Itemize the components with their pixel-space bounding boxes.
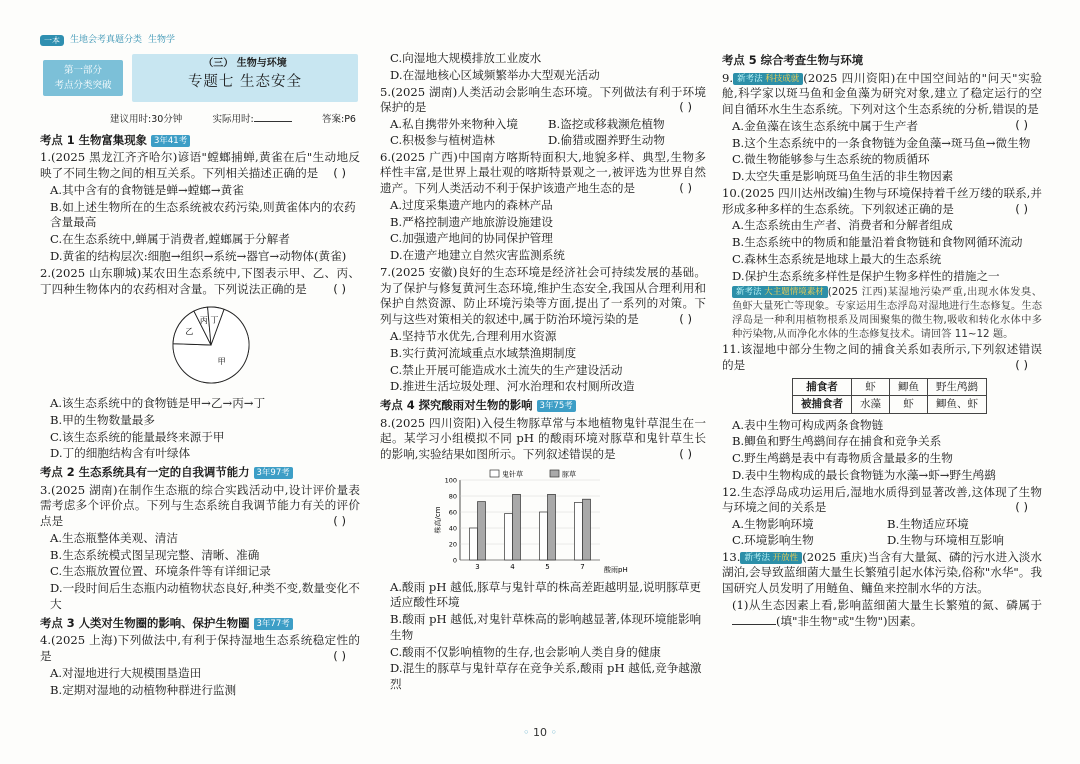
options-row (380, 133, 706, 149)
question-5 (380, 85, 706, 117)
option-b[interactable]: B.酸雨 pH 越低,对鬼针草株高的影响越显著,体现环境能影响生物 (390, 612, 702, 642)
option-d[interactable]: D.黄雀的结构层次:细胞→组织→系统→器官→动物体(黄雀) (50, 249, 347, 263)
x-tick-label: 4 (510, 562, 515, 571)
bar-tuncao (583, 499, 591, 560)
pesticide-pie-chart (168, 302, 254, 388)
row-header: 捕食者 (793, 378, 852, 395)
table-cell: 野生鸬鹚 (928, 378, 987, 395)
option-a[interactable]: A.生物影响环境 (732, 517, 814, 532)
question-6 (380, 150, 706, 197)
question-number: 13. (722, 549, 741, 564)
option-b[interactable]: B.如上述生物所在的生态系统被农药污染,则黄雀体内的农药含量最高 (50, 199, 356, 230)
option-a[interactable]: A.生态瓶整体美观、清洁 (50, 530, 178, 545)
option-d[interactable]: D.在湿地核心区域频繁举办大型观光活动 (390, 67, 600, 82)
option-b[interactable]: B.甲的生物数量最多 (50, 412, 155, 427)
topic-title: 专题七 生态安全 (187, 73, 303, 90)
material-passage (722, 285, 1042, 341)
new-method-badge (732, 286, 828, 298)
kaodian-5 (722, 53, 1042, 69)
column-2 (380, 50, 706, 694)
bar-guizhencao (540, 512, 548, 560)
question-13 (722, 550, 1042, 597)
options-row (722, 517, 1042, 533)
option-c[interactable]: C.向湿地大规模排放工业废水 (390, 51, 542, 65)
sub-question-hint: (填"非生物"或"生物")因素。 (776, 613, 923, 628)
answer-blank[interactable]: ( ) (333, 166, 346, 181)
pie-label: 甲 (217, 357, 226, 367)
bar-tuncao (548, 494, 556, 560)
question-stem: 3.(2025 湖南)在制作生态瓶的综合实践活动中,设计评价量表需考虑多个评价点。下列与生态系统自我调节能力有关的评价点是 (40, 482, 360, 529)
question-11 (722, 342, 1042, 374)
answer-blank[interactable]: ( ) (1015, 201, 1028, 216)
answer-blank[interactable]: ( ) (679, 312, 692, 327)
new-method-badge (733, 73, 803, 85)
column-3 (722, 50, 1042, 630)
page-dot-left: ◦ (523, 726, 533, 739)
option-b[interactable]: B.盗挖或移栽濒危植物 (548, 117, 665, 132)
option-a[interactable]: A.私自携带外来物种入境 (390, 117, 518, 132)
question-stem: 11.该湿地中部分生物之间的捕食关系如表所示,下列叙述错误的是 (722, 342, 1042, 373)
question-2 (40, 266, 360, 298)
option-c[interactable]: C.在生态系统中,蝉属于消费者,螳螂属于分解者 (50, 232, 290, 247)
legend-swatch (550, 470, 559, 477)
topic-banner (132, 54, 358, 102)
question-10 (722, 186, 1042, 218)
option-d[interactable]: D.太空失重是影响斑马鱼生活的非生物因素 (732, 169, 954, 184)
kaodian-1 (40, 133, 360, 149)
option-d[interactable]: D.在遗产地建立自然灾害监测系统 (390, 248, 565, 263)
option-b[interactable]: B.生物适应环境 (887, 517, 969, 532)
answer-blank[interactable]: ( ) (679, 181, 692, 196)
option-c[interactable]: C.微生物能够参与生态系统的物质循环 (732, 152, 930, 167)
table-cell: 虾 (852, 378, 890, 395)
question-stem: 10.(2025 四川达州改编)生物与环境保持着千丝万缕的联系,并形成多种多样的生态系统。下列叙述正确的是 (722, 185, 1042, 216)
y-tick-label: 0 (452, 556, 457, 565)
kaodian-tag: 3年97考 (254, 467, 293, 479)
chapter-header (40, 50, 360, 110)
option-a[interactable]: A.对湿地进行大规模围垦造田 (50, 665, 202, 680)
option-c[interactable]: C.加强遗产地间的协同保护管理 (390, 231, 553, 246)
actual-time-label: 实际用时: (212, 114, 254, 125)
table-cell: 鲫鱼 (890, 378, 928, 395)
kaodian-tag: 3年75考 (537, 400, 576, 412)
series-logo: 一本 (40, 35, 64, 46)
legend-label: 豚草 (562, 470, 576, 479)
question-13-sub-1 (722, 598, 1042, 630)
badge-label: 新考法 (737, 73, 763, 84)
badge-topic: 开放性 (772, 552, 799, 563)
kaodian-title: 考点 1 生物富集现象 (40, 132, 147, 147)
pie-label: 丙 (199, 316, 208, 326)
option-b[interactable]: B.生态系统模式图呈现完整、清晰、准确 (50, 547, 260, 562)
bar-tuncao (478, 501, 486, 559)
question-stem: (2025 重庆)当含有大量氮、磷的污水进入淡水湖泊,会导致蓝细菌大量生长繁殖引起水体污染,俗称"水华"。我国研究人员发明了用鲢鱼、鳙鱼来控制水华的方法。 (722, 549, 1042, 596)
y-tick-label: 80 (448, 492, 457, 501)
legend-swatch (490, 470, 499, 477)
table-cell: 水藻 (852, 396, 890, 413)
badge-topic: 科技成就 (765, 73, 800, 84)
top-band (40, 33, 175, 47)
answer-blank[interactable]: ( ) (679, 100, 692, 115)
option-a[interactable]: A.该生态系统中的食物链是甲→乙→丙→丁 (50, 396, 266, 411)
new-method-badge (740, 552, 802, 564)
option-b[interactable]: B.严格控制遗产地旅游设施建设 (390, 214, 553, 229)
subject-name: 生物学 (148, 34, 176, 45)
section-text: 考点分类突破 (54, 80, 112, 91)
kaodian-title: 考点 2 生态系统具有一定的自我调节能力 (40, 465, 250, 480)
option-d[interactable]: D.混生的豚草与鬼针草存在竞争关系,酸雨 pH 越低,竞争越激烈 (390, 661, 702, 692)
series-name: 生地会考真题分类 (70, 34, 143, 45)
bar-guizhencao (470, 528, 478, 560)
option-b[interactable]: B.实行黄河流域重点水域禁渔期制度 (390, 345, 577, 360)
option-a[interactable]: A.金鱼藻在该生态系统中属于生产者 (732, 118, 918, 133)
page-footer (0, 726, 1080, 741)
option-c[interactable]: C.森林生态系统是地球上最大的生态系统 (732, 251, 942, 266)
y-tick-label: 20 (448, 540, 457, 549)
kaodian-tag: 3年77考 (254, 618, 293, 630)
kaodian-3 (40, 616, 360, 632)
answer-blank[interactable]: ( ) (1015, 358, 1028, 373)
pie-label: 乙 (185, 327, 194, 337)
question-1 (40, 150, 360, 182)
x-tick-label: 5 (545, 562, 550, 571)
question-stem: 1.(2025 黑龙江齐齐哈尔)谚语"螳螂捕蝉,黄雀在后"生动地反映了不同生物之间的相互关系。下列相关描述正确的是 (40, 150, 360, 181)
option-d[interactable]: D.一段时间后生态瓶内动植物状态良好,种类不变,数量变化不大 (50, 581, 360, 611)
question-12 (722, 485, 1042, 517)
part-label (43, 60, 123, 96)
option-d[interactable]: D.推进生活垃圾处理、河水治理和农村厕所改造 (390, 379, 635, 394)
option-c[interactable]: C.野生鸬鹚是表中有毒物质含量最多的生物 (732, 451, 953, 466)
option-c[interactable]: C.生态瓶放置位置、环境条件等有详细记录 (50, 564, 271, 579)
table-row (793, 396, 987, 413)
option-d[interactable]: D.丁的细胞结构含有叶绿体 (50, 446, 191, 461)
option-b[interactable]: B.生态系统中的物质和能量沿着食物链和食物网循环流动 (732, 235, 1023, 250)
topic-subtitle: （三） 生物与环境 (203, 58, 287, 69)
option-a[interactable]: A.生态系统由生产者、消费者和分解者组成 (732, 218, 953, 233)
question-stem: 2.(2025 山东聊城)某农田生态系统中,下图表示甲、乙、丙、丁四种生物体内的农药相对含量。下列说法正确的是 (40, 265, 360, 296)
option-a[interactable]: A.酸雨 pH 越低,豚草与鬼针草的株高差距越明显,说明豚草更适应酸性环境 (390, 579, 701, 610)
page-number: 10 (533, 726, 547, 739)
bar-guizhencao (575, 502, 583, 560)
question-3 (40, 483, 360, 530)
question-stem: 8.(2025 四川资阳)入侵生物豚草常与本地植物鬼针草混生在一起。某学习小组模拟不同 pH 的酸雨环境对豚草和鬼针草生长的影响,实验结果如图所示。下列叙述错误的是 (380, 415, 706, 462)
answer-blank[interactable]: ( ) (1015, 500, 1028, 515)
kaodian-tag: 3年41考 (151, 135, 190, 147)
actual-time-blank[interactable] (254, 121, 292, 122)
question-number: 9. (722, 70, 734, 85)
option-a[interactable]: A.其中含有的食物链是蝉→螳螂→黄雀 (50, 182, 244, 197)
x-tick-label: 3 (475, 562, 480, 571)
predation-table (792, 378, 987, 414)
kaodian-title: 考点 4 探究酸雨对生物的影响 (380, 398, 533, 413)
y-tick-label: 100 (444, 476, 457, 485)
table-cell: 虾 (890, 396, 928, 413)
kaodian-title: 考点 5 综合考查生物与环境 (722, 53, 864, 67)
column-1 (40, 50, 360, 699)
table-row (793, 378, 987, 395)
option-c[interactable]: C.环境影响生物 (732, 532, 814, 547)
option-b[interactable]: B.鲫鱼和野生鸬鹚间存在捕食和竞争关系 (732, 434, 942, 449)
option-c[interactable]: C.禁止开展可能造成水土流失的生产建设活动 (390, 362, 623, 377)
y-tick-label: 40 (448, 524, 457, 533)
option-a[interactable]: A.表中生物可构成两条食物链 (732, 417, 884, 432)
badge-label: 新考法 (736, 287, 762, 298)
fill-blank[interactable] (732, 624, 776, 625)
table-cell: 鲫鱼、虾 (928, 396, 987, 413)
option-a[interactable]: A.坚持节水优先,合理利用水资源 (390, 329, 557, 344)
question-stem: 4.(2025 上海)下列做法中,有利于保持湿地生态系统稳定性的是 (40, 633, 360, 664)
question-stem: 7.(2025 安徽)良好的生态环境是经济社会可持续发展的基础。为了保护与修复黄河生态环境,维护生态安全,我国从合理利用和保护自然资源、防止环境污染等方面,提出了一系列的对策。下列与这些对策相关的叙述中,属于防治环境污染的是 (380, 264, 706, 327)
acid-rain-bar-chart (420, 466, 660, 574)
options-row (380, 117, 706, 133)
question-stem: (2025 四川资阳)在中国空间站的"问天"实验舱,科学家以斑马鱼和金鱼藻为研究对象,建立了稳定运行的空间自循环水生生态系统。下列对这个生态系统的分析,错误的是 (722, 70, 1042, 117)
y-tick-label: 60 (448, 508, 457, 517)
answer-page: 答案:P6 (322, 114, 356, 125)
sub-question-text: (1)从生态因素上看,影响蓝细菌大量生长繁殖的氮、磷属于 (732, 597, 1042, 612)
question-4 (40, 633, 360, 665)
answer-blank[interactable]: ( ) (333, 281, 346, 296)
y-axis-label: 株高/cm (434, 506, 442, 534)
option-d[interactable]: D.保护生态系统多样性是保护生物多样性的措施之一 (732, 268, 1000, 283)
suggested-time: 建议用时:30分钟 (110, 114, 183, 125)
badge-label: 新考法 (744, 552, 770, 563)
x-tick-label: 7 (580, 562, 585, 571)
pie-label: 丁 (210, 315, 219, 325)
option-c[interactable]: C.该生态系统的能量最终来源于甲 (50, 429, 225, 444)
row-header: 被捕食者 (793, 396, 852, 413)
bar-guizhencao (505, 513, 513, 559)
legend-label: 鬼针草 (502, 470, 523, 479)
time-meta (40, 114, 360, 127)
part-text: 第一部分 (63, 65, 102, 76)
badge-topic: 大主题情境素材 (764, 287, 824, 298)
material-text: (2025 江西)某湿地污染严重,出现水体发臭、鱼虾大量死亡等现象。专家运用生态浮岛对湿地进行生态修复。生态浮岛是一种利用植物根系及周围聚集的微生物,吸收和转化水体中多种污染物,从而净化水体的生态修复技术。请回答 11~12 题。 (732, 286, 1042, 341)
answer-blank[interactable]: ( ) (333, 514, 346, 529)
option-b[interactable]: B.定期对湿地的动植物种群进行监测 (50, 682, 237, 697)
kaodian-4 (380, 398, 706, 414)
answer-blank[interactable]: ( ) (1015, 117, 1028, 132)
answer-blank[interactable]: ( ) (333, 649, 346, 664)
question-stem: 12.生态浮岛成功运用后,湿地水质得到显著改善,这体现了生物与环境之间的关系是 (722, 484, 1042, 515)
kaodian-2 (40, 465, 360, 481)
options-row (722, 533, 1042, 549)
question-7 (380, 265, 706, 328)
option-b[interactable]: B.这个生态系统中的一条食物链为金鱼藻→斑马鱼→微生物 (732, 135, 1031, 150)
answer-blank[interactable]: ( ) (679, 447, 692, 462)
option-d[interactable]: D.表中生物构成的最长食物链为水藻→虾→野生鸬鹚 (732, 467, 996, 482)
kaodian-title: 考点 3 人类对生物圈的影响、保护生物圈 (40, 615, 250, 630)
bar-tuncao (513, 494, 521, 560)
option-d[interactable]: D.偷猎或圈养野生动物 (548, 132, 665, 147)
question-stem: 6.(2025 广西)中国南方喀斯特面积大,地貌多样、典型,生物多样性丰富,是世界上最壮观的喀斯特景观之一,被评选为世界自然遗产。下列人类活动不利于保护该遗产地生态的是 (380, 149, 706, 196)
x-axis-label: 酸雨pH (604, 565, 628, 574)
page-dot-right: ◦ (547, 726, 557, 739)
option-d[interactable]: D.生物与环境相互影响 (887, 532, 1004, 547)
option-c[interactable]: C.酸雨不仅影响植物的生存,也会影响人类自身的健康 (390, 644, 661, 659)
option-a[interactable]: A.过度采集遗产地内的森林产品 (390, 197, 553, 212)
option-c[interactable]: C.积极参与植树造林 (390, 132, 495, 147)
question-8 (380, 416, 706, 463)
question-stem: 5.(2025 湖南)人类活动会影响生态环境。下列做法有利于环境保护的是 (380, 84, 706, 115)
